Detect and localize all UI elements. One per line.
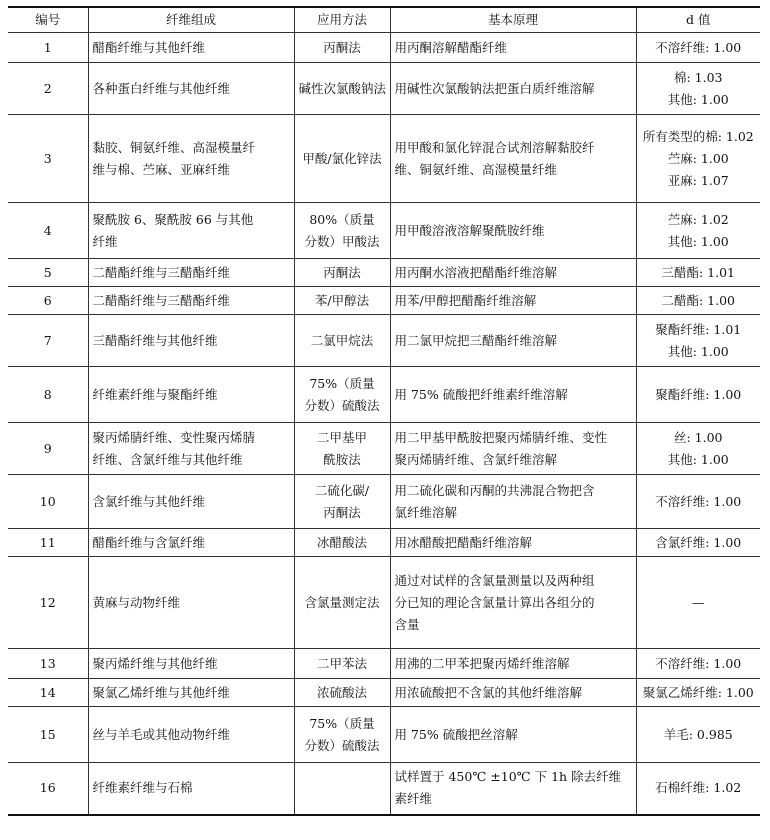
cell-d-value-line: 聚酯纤维: 1.00 (655, 386, 742, 402)
cell-composition (88, 649, 294, 679)
table-row (8, 475, 760, 529)
cell-composition (88, 287, 294, 315)
cell-number: 4 (8, 203, 88, 259)
cell-d-value (636, 367, 760, 423)
cell-method-line: 75%（质量 (309, 375, 375, 391)
cell-principle-line: 用 75% 硫酸把纤维素纤维溶解 (394, 386, 568, 402)
cell-method (294, 423, 390, 475)
cell-principle (390, 259, 636, 287)
cell-composition (88, 259, 294, 287)
cell-number: 6 (8, 287, 88, 315)
cell-d-value-line: 含氯纤维: 1.00 (655, 534, 742, 550)
cell-method (294, 203, 390, 259)
cell-composition (88, 707, 294, 763)
cell-composition (88, 423, 294, 475)
header-d-value: d 值 (636, 7, 760, 33)
cell-method (294, 287, 390, 315)
cell-method (294, 475, 390, 529)
cell-method-line: 分数）硫酸法 (304, 737, 380, 753)
table-row (8, 287, 760, 315)
cell-method-line: 分数）硫酸法 (304, 397, 380, 413)
cell-d-value (636, 33, 760, 63)
cell-principle-line: 用碱性次氯酸钠法把蛋白质纤维溶解 (394, 80, 595, 96)
cell-d-value (636, 649, 760, 679)
cell-d-value (636, 423, 760, 475)
cell-principle-line: 用二硫化碳和丙酮的共沸混合物把含 (394, 482, 595, 498)
cell-principle (390, 115, 636, 203)
cell-composition (88, 115, 294, 203)
cell-method (294, 315, 390, 367)
fiber-analysis-table (8, 6, 760, 816)
cell-composition-line: 聚酰胺 6、聚酰胺 66 与其他 (92, 211, 254, 227)
cell-principle-line: 素纤维 (394, 791, 433, 807)
cell-principle (390, 367, 636, 423)
cell-principle-line: 用二氯甲烷把三醋酯纤维溶解 (394, 332, 558, 348)
cell-number: 7 (8, 315, 88, 367)
cell-method (294, 367, 390, 423)
cell-composition-line: 黄麻与动物纤维 (92, 594, 181, 610)
cell-d-value-line: 棉: 1.03 (673, 69, 723, 85)
cell-number: 10 (8, 475, 88, 529)
cell-number: 12 (8, 557, 88, 649)
cell-composition (88, 679, 294, 707)
table-row (8, 529, 760, 557)
cell-number: 16 (8, 763, 88, 815)
cell-number: 9 (8, 423, 88, 475)
cell-number: 15 (8, 707, 88, 763)
cell-composition-line: 纤维 (92, 233, 118, 249)
cell-principle-line: 通过对试样的含氯量测量以及两种组 (394, 572, 595, 588)
cell-d-value (636, 63, 760, 115)
cell-principle-line: 用丙酮水溶液把醋酯纤维溶解 (394, 264, 558, 280)
cell-d-value-line: 石棉纤维: 1.02 (655, 780, 742, 796)
cell-principle-line: 试样置于 450℃ ±10℃ 下 1h 除去纤维 (394, 769, 622, 785)
cell-d-value (636, 203, 760, 259)
cell-principle-line: 用冰醋酸把醋酯纤维溶解 (394, 534, 533, 550)
table-row (8, 763, 760, 815)
cell-method-line: 含氯量测定法 (304, 594, 380, 610)
cell-composition-line: 黏胶、铜氨纤维、高湿模量纤 (92, 139, 256, 155)
cell-method (294, 763, 390, 815)
cell-composition (88, 475, 294, 529)
cell-d-value-line: 聚酯纤维: 1.01 (655, 321, 742, 337)
cell-d-value-line: 苎麻: 1.02 (667, 211, 729, 227)
cell-d-value-line: 其他: 1.00 (667, 343, 729, 359)
cell-number: 11 (8, 529, 88, 557)
cell-principle-line: 用丙酮溶解醋酯纤维 (394, 39, 508, 55)
table-row (8, 315, 760, 367)
cell-method-line: 丙酮法 (323, 264, 361, 280)
cell-composition-line: 三醋酯纤维与其他纤维 (92, 332, 218, 348)
cell-composition (88, 203, 294, 259)
cell-composition-line: 丝与羊毛或其他动物纤维 (92, 726, 231, 742)
cell-d-value-line: 丝: 1.00 (673, 429, 723, 445)
cell-composition (88, 33, 294, 63)
cell-composition-line: 纤维素纤维与聚酯纤维 (92, 386, 218, 402)
cell-d-value (636, 315, 760, 367)
cell-method-line: 分数）甲酸法 (304, 233, 380, 249)
cell-d-value-line: 三醋酯: 1.01 (661, 264, 736, 280)
header-number: 编号 (8, 7, 88, 33)
cell-principle (390, 33, 636, 63)
cell-principle-line: 聚丙烯腈纤维、含氯纤维溶解 (394, 451, 558, 467)
cell-d-value-line: 其他: 1.00 (667, 451, 729, 467)
cell-principle-line: 用苯/甲醇把醋酯纤维溶解 (394, 292, 537, 308)
cell-d-value-line: 羊毛: 0.985 (663, 726, 733, 742)
table-row (8, 423, 760, 475)
cell-method-line: 甲酸/氯化锌法 (302, 150, 382, 166)
cell-d-value (636, 529, 760, 557)
cell-composition (88, 763, 294, 815)
cell-composition-line: 聚丙烯腈纤维、变性聚丙烯腈 (92, 429, 256, 445)
cell-composition-line: 含氯纤维与其他纤维 (92, 493, 206, 509)
cell-method (294, 115, 390, 203)
cell-number: 3 (8, 115, 88, 203)
table-row (8, 33, 760, 63)
cell-principle-line: 用 75% 硫酸把丝溶解 (394, 726, 518, 742)
cell-method (294, 529, 390, 557)
table-row (8, 63, 760, 115)
cell-method (294, 259, 390, 287)
cell-composition-line: 纤维素纤维与石棉 (92, 780, 193, 796)
cell-composition-line: 聚氯乙烯纤维与其他纤维 (92, 684, 231, 700)
cell-composition-line: 聚丙烯纤维与其他纤维 (92, 655, 218, 671)
cell-number: 2 (8, 63, 88, 115)
table-row (8, 707, 760, 763)
header-principle: 基本原理 (390, 7, 636, 33)
cell-principle (390, 287, 636, 315)
header-method: 应用方法 (294, 7, 390, 33)
cell-composition (88, 63, 294, 115)
cell-d-value-line: 不溶纤维: 1.00 (655, 655, 742, 671)
table-row (8, 679, 760, 707)
cell-composition-line: 纤维、含氯纤维与其他纤维 (92, 451, 243, 467)
cell-d-value (636, 707, 760, 763)
cell-composition-line: 二醋酯纤维与三醋酯纤维 (92, 292, 231, 308)
cell-d-value-line: 亚麻: 1.07 (667, 172, 729, 188)
cell-method (294, 557, 390, 649)
cell-number: 13 (8, 649, 88, 679)
table-row (8, 649, 760, 679)
header-composition: 纤维组成 (88, 7, 294, 33)
cell-principle (390, 679, 636, 707)
cell-composition (88, 367, 294, 423)
cell-method-line: 二甲苯法 (316, 655, 367, 671)
cell-principle (390, 475, 636, 529)
table-row (8, 115, 760, 203)
cell-d-value (636, 115, 760, 203)
cell-principle-line: 用二甲基甲酰胺把聚丙烯腈纤维、变性 (394, 429, 608, 445)
cell-principle (390, 529, 636, 557)
cell-method-line: 丙酮法 (323, 39, 361, 55)
cell-method-line: 二硫化碳/ (314, 482, 370, 498)
cell-number: 8 (8, 367, 88, 423)
cell-principle-line: 用甲酸和氯化锌混合试剂溶解黏胶纤 (394, 139, 595, 155)
cell-d-value (636, 763, 760, 815)
cell-principle (390, 203, 636, 259)
cell-principle-line: 用浓硫酸把不含氯的其他纤维溶解 (394, 684, 583, 700)
cell-composition-line: 各种蛋白纤维与其他纤维 (92, 80, 231, 96)
cell-method (294, 707, 390, 763)
cell-method-line: 二甲基甲 (316, 429, 367, 445)
cell-method (294, 679, 390, 707)
cell-composition (88, 557, 294, 649)
cell-d-value (636, 475, 760, 529)
cell-d-value-line: 其他: 1.00 (667, 91, 729, 107)
cell-method-line: 苯/甲醇法 (314, 292, 370, 308)
cell-d-value (636, 259, 760, 287)
cell-composition-line: 维与棉、苎麻、亚麻纤维 (92, 161, 231, 177)
table-row (8, 367, 760, 423)
cell-number: 1 (8, 33, 88, 63)
cell-d-value-line: 苎麻: 1.00 (667, 150, 729, 166)
table-body (8, 33, 760, 815)
cell-method-line: 酰胺法 (323, 451, 361, 467)
cell-d-value (636, 287, 760, 315)
cell-method-line: 丙酮法 (323, 504, 361, 520)
cell-method (294, 649, 390, 679)
cell-d-value-line: 聚氯乙烯纤维: 1.00 (642, 684, 754, 700)
cell-principle-line: 用沸的二甲苯把聚丙烯纤维溶解 (394, 655, 570, 671)
cell-d-value-line: 其他: 1.00 (667, 233, 729, 249)
cell-method-line: 80%（质量 (309, 211, 375, 227)
cell-method-line: 冰醋酸法 (316, 534, 367, 550)
cell-d-value-line: 不溶纤维: 1.00 (655, 39, 742, 55)
cell-d-value (636, 679, 760, 707)
cell-principle (390, 63, 636, 115)
cell-composition (88, 529, 294, 557)
cell-principle-line: 维、铜氨纤维、高湿模量纤维 (394, 161, 558, 177)
cell-number: 5 (8, 259, 88, 287)
cell-principle-line: 用甲酸溶液溶解聚酰胺纤维 (394, 222, 545, 238)
cell-method-line: 75%（质量 (309, 715, 375, 731)
cell-composition-line: 二醋酯纤维与三醋酯纤维 (92, 264, 231, 280)
cell-d-value-line: 不溶纤维: 1.00 (655, 493, 742, 509)
cell-d-value (636, 557, 760, 649)
cell-principle (390, 763, 636, 815)
cell-principle (390, 649, 636, 679)
table-row (8, 259, 760, 287)
cell-method (294, 63, 390, 115)
cell-method-line: 浓硫酸法 (316, 684, 367, 700)
cell-method (294, 33, 390, 63)
cell-method-line: 碱性次氯酸钠法 (298, 80, 387, 96)
cell-d-value-line: — (692, 594, 705, 610)
cell-principle-line: 分已知的理论含氯量计算出各组分的 (394, 594, 595, 610)
table-row (8, 203, 760, 259)
cell-method-line: 二氯甲烷法 (310, 332, 374, 348)
cell-d-value-line: 所有类型的棉: 1.02 (642, 128, 754, 144)
table-header-row (8, 7, 760, 33)
cell-principle-line: 氯纤维溶解 (394, 504, 458, 520)
cell-principle-line: 含量 (394, 616, 420, 632)
cell-d-value-line: 二醋酯: 1.00 (661, 292, 736, 308)
cell-principle (390, 707, 636, 763)
cell-principle (390, 557, 636, 649)
cell-number: 14 (8, 679, 88, 707)
cell-principle (390, 315, 636, 367)
cell-principle (390, 423, 636, 475)
cell-composition-line: 醋酯纤维与其他纤维 (92, 39, 206, 55)
table-row (8, 557, 760, 649)
cell-composition (88, 315, 294, 367)
cell-composition-line: 醋酯纤维与含氯纤维 (92, 534, 206, 550)
